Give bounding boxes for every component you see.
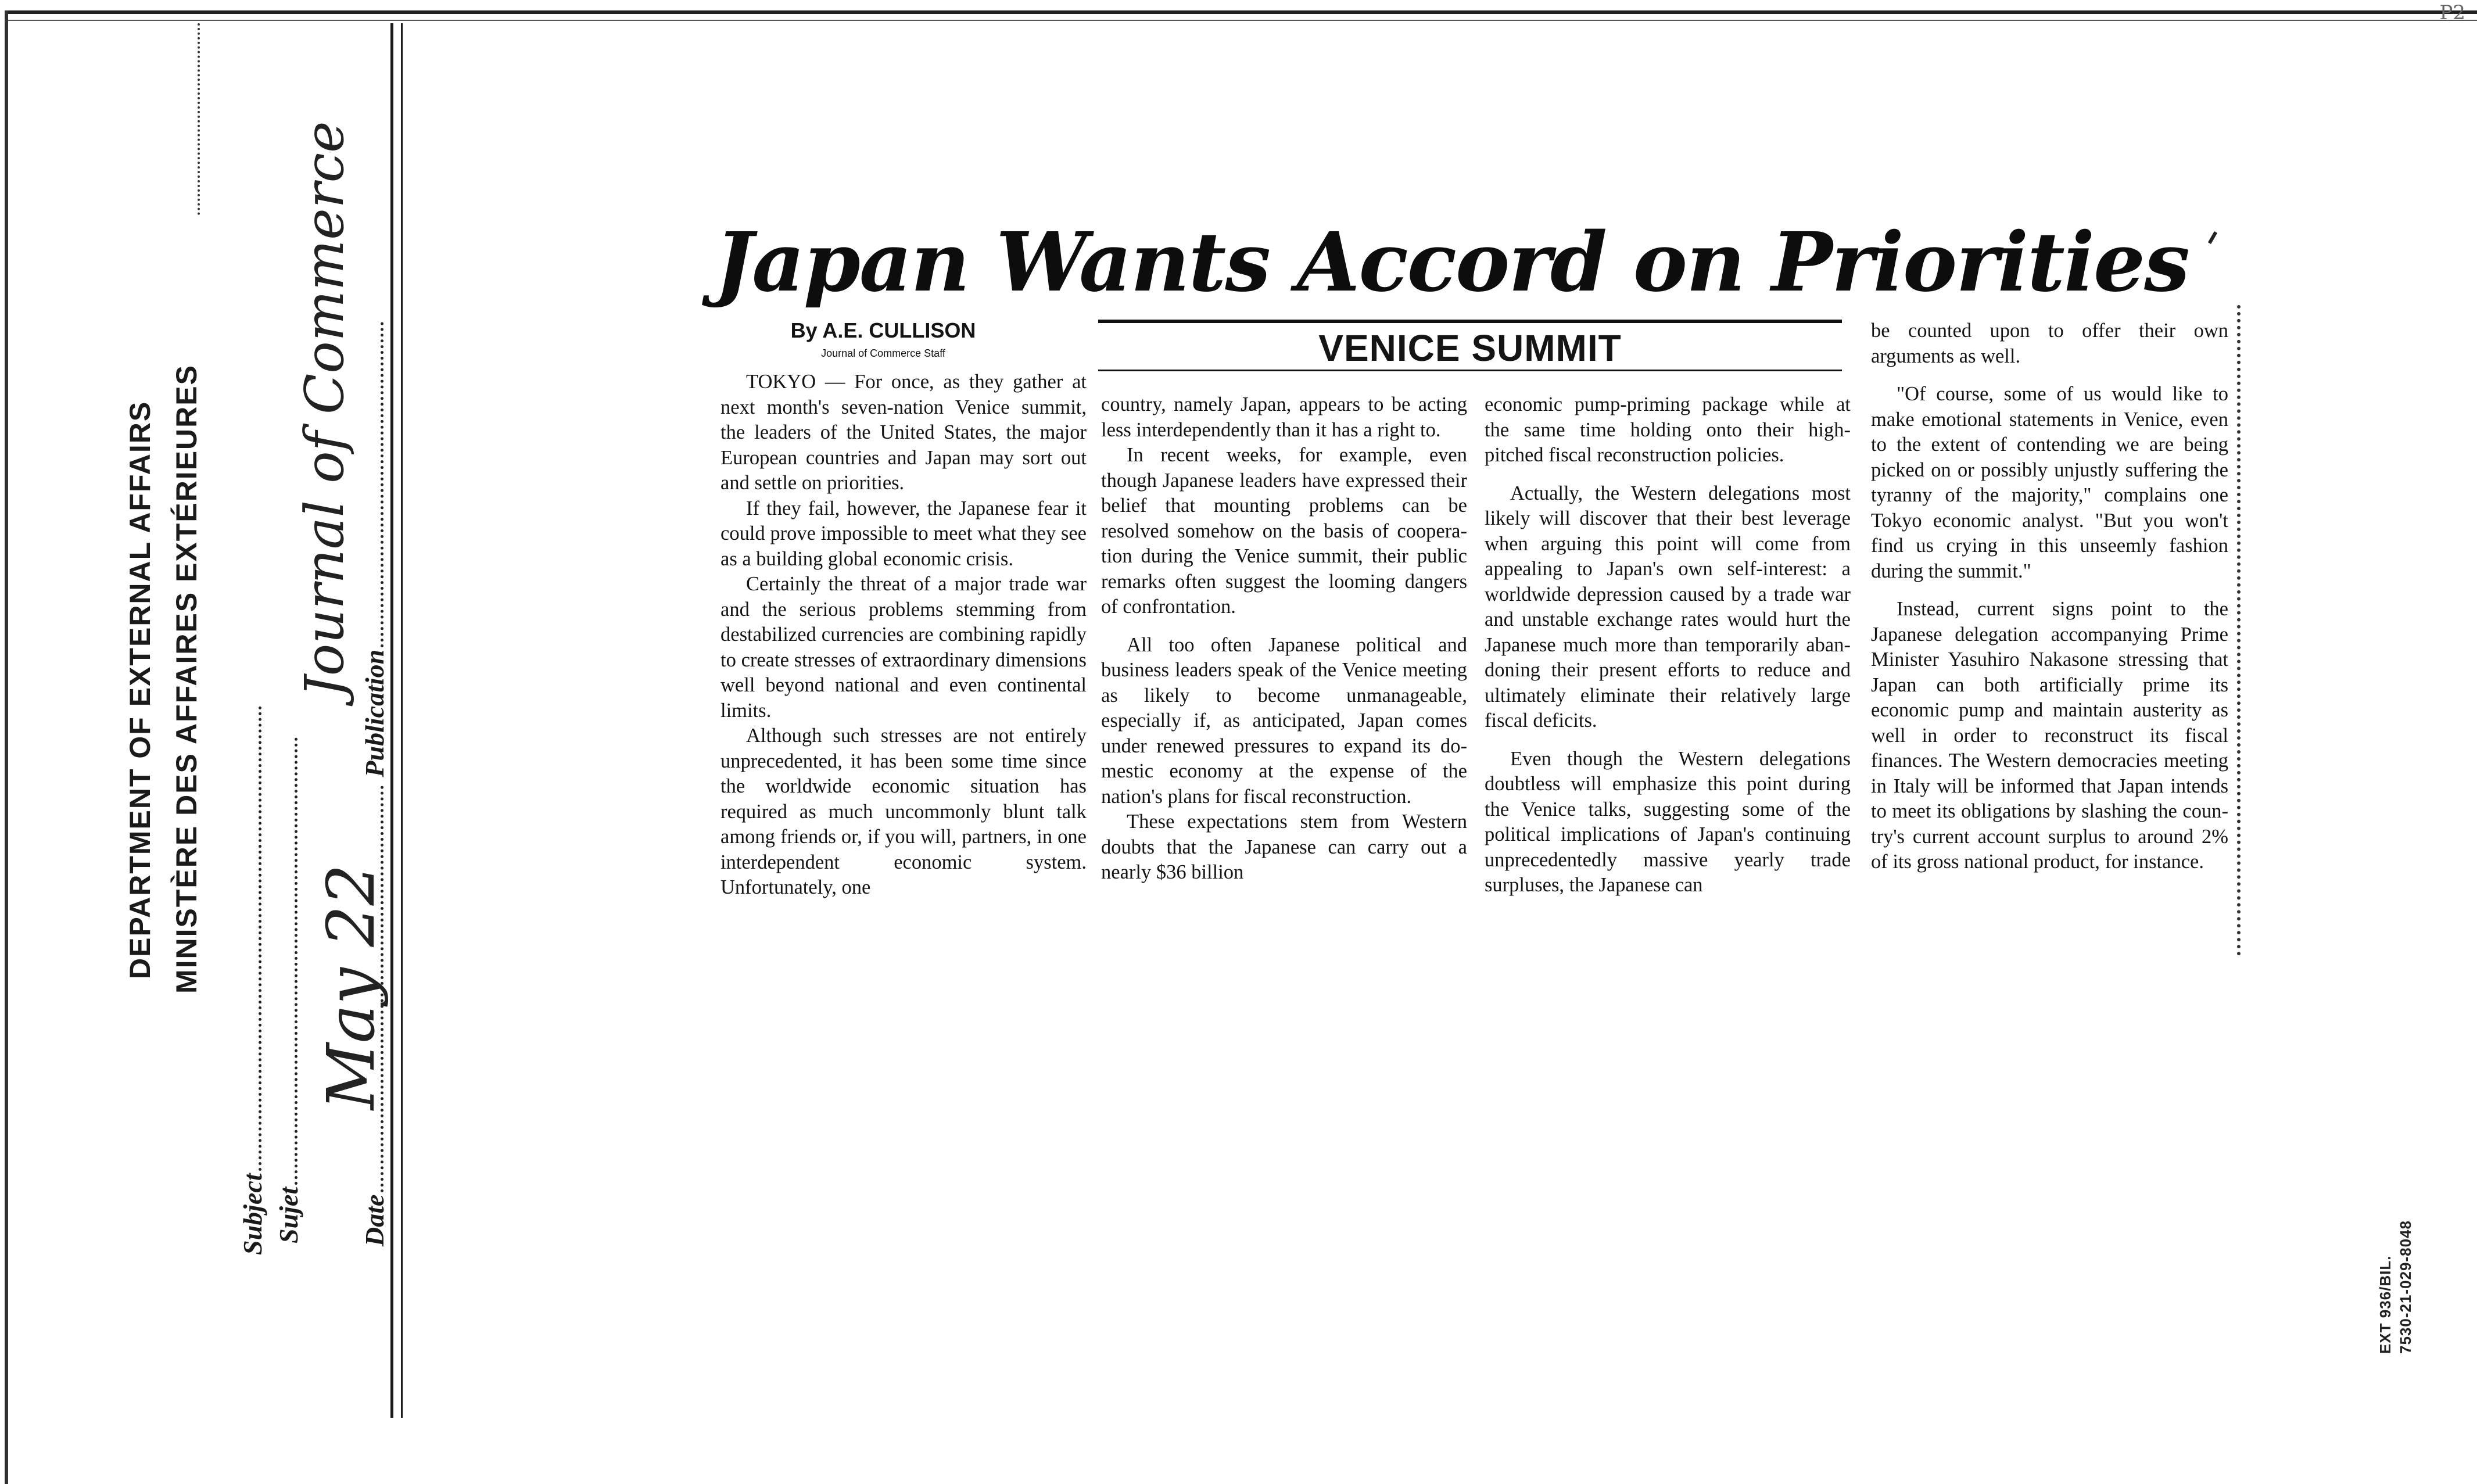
paragraph: Although such stresses are not entirely unprecedented, it has been some time since the worldwide economic situation has required as much uncommonly blunt talk among friends or, if you will, partners, in one interdependent economic system. Unfortunately, one (720, 725, 1087, 898)
paragraph: Even though the Western delegations doubtless will emphasize this point during the Venice talks, suggesting some of the political implications of Japan's continuing unprecedentedly massive yearly trade surpluses, the Japanese can (1485, 747, 1851, 896)
paragraph: In recent weeks, for example, even though Japanese leaders have expressed their belief that mounting problems can be resolved somehow on the basis of cooperation during the Venice summit, their public remarks often suggest the looming dangers of confrontation. (1101, 444, 1467, 618)
article-column-3 (1485, 392, 1851, 898)
page-left-edge (5, 10, 8, 1484)
paragraph: Instead, current signs point to the Japanese delegation accompanying Prime Minister Yasuhiro Nakasone stressing that Japan can both artificially prime its economic pump and maintain austerity as well in order to reconstruct its fiscal finances. The Western democracies meeting in Italy will be informed that Japan intends to meet its obligations by slashing the country's current account surplus to around 2% of its gross national product, for instance. (1871, 598, 2228, 873)
margin-divider-line-inner (401, 23, 403, 1418)
article-headline: Japan Wants Accord on Priorities (715, 215, 2189, 310)
paragraph: be counted upon to offer their own arguments as well. (1871, 320, 2228, 367)
article-affiliation: Journal of Commerce Staff (821, 347, 945, 359)
stray-mark (2208, 231, 2217, 244)
paragraph: These expectations stem from Western doubts that the Japanese can carry out a nearly $36 billion (1101, 811, 1467, 883)
paragraph: TOKYO — For once, as they gather at next month's seven-nation Venice summit, the leaders of the United States, the major European countries and Japan may sort out and settle on priorities. (720, 371, 1087, 494)
form-number-2: 7530-21-029-8048 (2397, 1220, 2414, 1354)
section-banner-rule-top (1098, 320, 1842, 323)
section-banner: VENICE SUMMIT (1318, 327, 1622, 369)
department-name-fr: MINISTÈRE DES AFFAIRES EXTÉRIEURES (170, 364, 203, 994)
page-top-rule (6, 10, 2477, 14)
top-dotted-guide (198, 23, 202, 215)
paragraph: Actually, the Western delegations most likely will discover that their best leverage when arguing this point will come from appealing to Japan's own self-interest: a worldwide depression caused by a trade war and unstable exchange rates would hurt the Japanese much more than temporarily abandoning their present efforts to reduce and ultimately eliminate their relatively large fiscal deficits. (1485, 482, 1851, 732)
date-label: Date (360, 1194, 389, 1246)
sujet-label: Sujet (274, 1187, 303, 1243)
article-column-1 (720, 370, 1087, 901)
article-column-2 (1101, 392, 1467, 886)
paragraph: economic pump-priming package while at the same time holding onto their high-pitched fiscal reconstruction policies. (1485, 393, 1851, 466)
sujet-field (273, 737, 304, 1243)
handwritten-date: May 22 (314, 864, 389, 1110)
article-byline: By A.E. CULLISON (790, 318, 976, 342)
subject-label: Subject (238, 1173, 267, 1255)
paragraph: country, namely Japan, appears to be acting less interdependently than it has a right to. (1101, 393, 1467, 441)
handwritten-publication: Journal of Commerce (293, 121, 356, 697)
department-name-en: DEPARTMENT OF EXTERNAL AFFAIRS (124, 400, 156, 979)
subject-field (237, 706, 268, 1255)
section-banner-rule-bottom (1098, 370, 1842, 371)
paragraph: Certainly the threat of a major trade war and the serious problems stemming from destabilized currencies are combining rapidly to create stresses of extraordinary dimensions well beyond national and even continental limits. (720, 573, 1087, 722)
corner-page-mark: P2 (2439, 1, 2465, 24)
publication-dotted-line (363, 322, 383, 647)
publication-label: Publication (360, 649, 389, 777)
sujet-dotted-line (277, 737, 297, 1185)
subject-dotted-line (241, 706, 261, 1171)
paragraph: "Of course, some of us would like to make emotional statements in Venice, even to the extent of contending we are being picked on or possibly unjustly suffering the tyranny of the majority," complains one Tokyo economic analyst. "But you won't find us crying in this unseemly fashion during the summit." (1871, 383, 2228, 582)
article-column-4 (1871, 318, 2228, 875)
form-number-1: EXT 936/BIL. (2376, 1255, 2394, 1354)
paragraph: All too often Japanese political and business leaders speak of the Venice meeting as likely to become unmanageable, especially if, as anticipated, Japan comes under renewed pressures to expand its domestic economy at the expense of the nation's plans for fiscal reconstruction. (1101, 633, 1467, 808)
clipping-cut-line (2237, 305, 2245, 956)
page-top-rule-thin (6, 20, 2477, 21)
margin-divider-line (390, 23, 393, 1418)
paragraph: If they fail, however, the Japanese fear it could prove impossible to meet what they see as a building global economic crisis. (720, 497, 1087, 570)
